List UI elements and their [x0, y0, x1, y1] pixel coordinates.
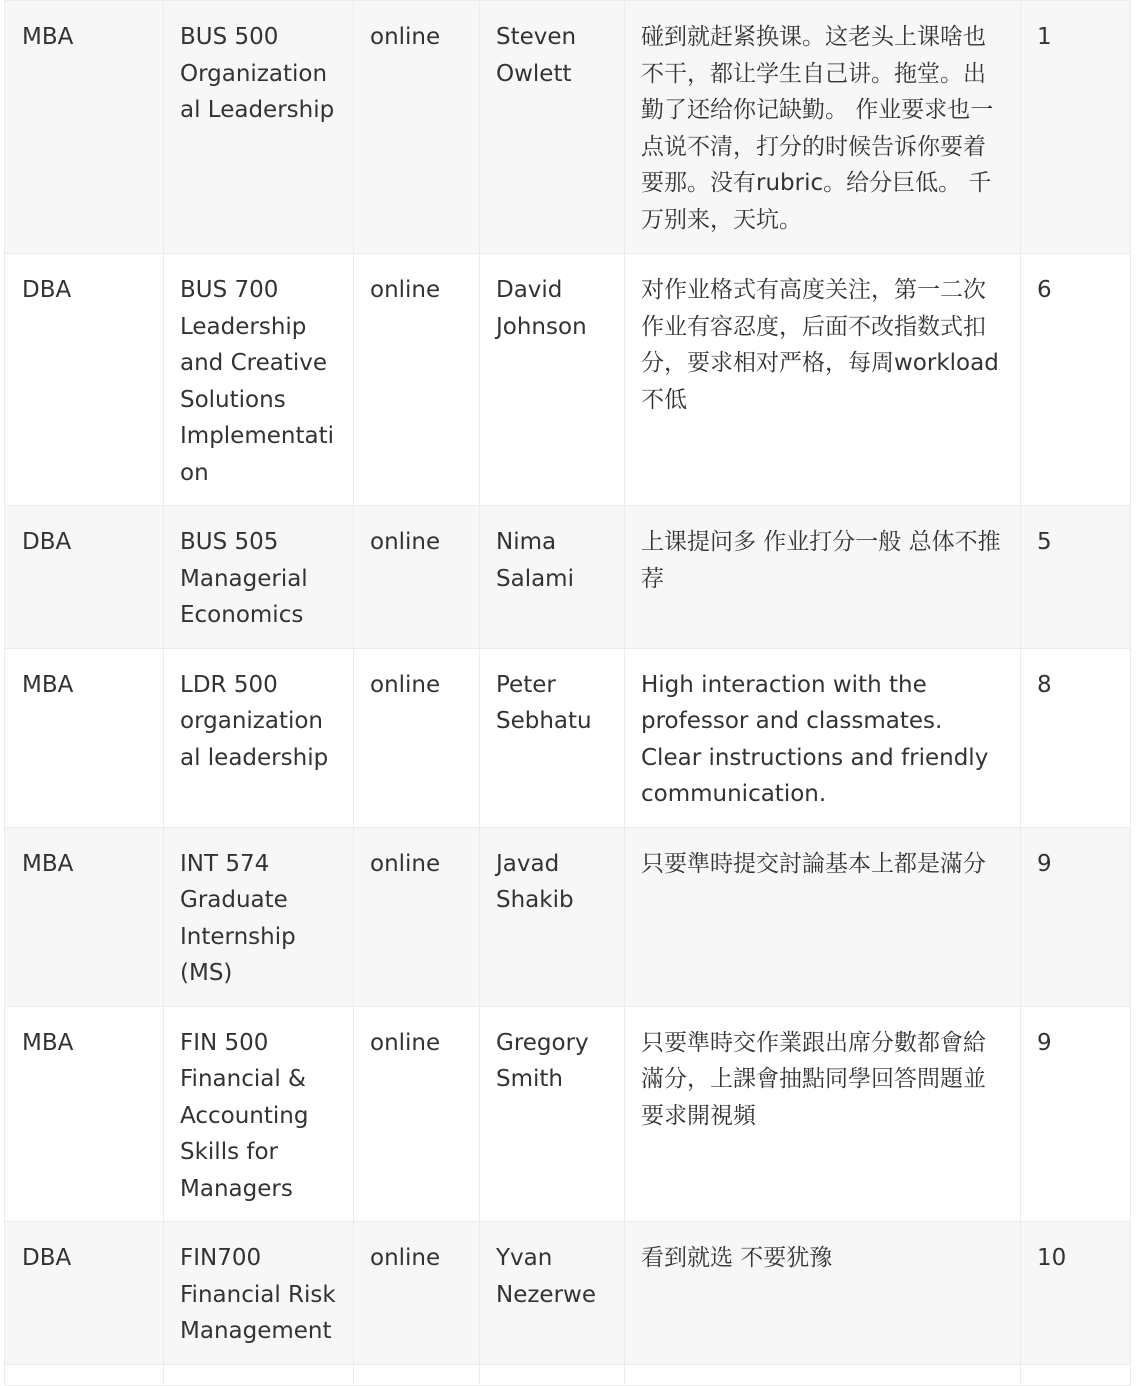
course-cell: BUS 700 Leadership and Creative Solutions Implementation	[164, 254, 354, 506]
score-cell: 9	[1021, 1006, 1131, 1222]
review-cell: 碰到就赶紧换课。这老头上课啥也不干，都让学生自己讲。拖堂。出勤了还给你记缺勤。 作业要求也一点说不清，打分的时候告诉你要着要那。没有rubric。给分巨低。 千万别来，天坑。	[625, 1, 1021, 254]
mode-cell: online	[354, 254, 480, 506]
mode-cell	[354, 1364, 480, 1385]
instructor-cell: Javad Shakib	[480, 827, 625, 1006]
table-row	[5, 254, 1131, 506]
degree-cell	[5, 1364, 164, 1385]
review-cell: High interaction with the professor and classmates. Clear instructions and friendly communication.	[625, 648, 1021, 827]
degree-cell: DBA	[5, 1222, 164, 1365]
review-cell	[625, 1364, 1021, 1385]
course-cell: LDR 500 organizational leadership	[164, 648, 354, 827]
instructor-cell: Peter Sebhatu	[480, 648, 625, 827]
instructor-cell: Nima Salami	[480, 506, 625, 649]
instructor-cell: David Johnson	[480, 254, 625, 506]
course-cell: INT 574 Graduate Internship (MS)	[164, 827, 354, 1006]
degree-cell: MBA	[5, 1, 164, 254]
score-cell: 10	[1021, 1222, 1131, 1365]
mode-cell: online	[354, 648, 480, 827]
instructor-cell: Yvan Nezerwe	[480, 1222, 625, 1365]
score-cell: 5	[1021, 506, 1131, 649]
score-cell	[1021, 1364, 1131, 1385]
review-cell: 上课提问多 作业打分一般 总体不推荐	[625, 506, 1021, 649]
table-row	[5, 827, 1131, 1006]
mode-cell: online	[354, 506, 480, 649]
course-review-table	[4, 0, 1131, 1386]
instructor-cell: Gregory Smith	[480, 1006, 625, 1222]
table-row	[5, 1, 1131, 254]
mode-cell: online	[354, 1222, 480, 1365]
degree-cell: MBA	[5, 827, 164, 1006]
table-row	[5, 506, 1131, 649]
mode-cell: online	[354, 1006, 480, 1222]
score-cell: 6	[1021, 254, 1131, 506]
table-row	[5, 1006, 1131, 1222]
review-cell: 只要準時交作業跟出席分數都會給滿分，上課會抽點同學回答問題並要求開視頻	[625, 1006, 1021, 1222]
review-cell: 只要準時提交討論基本上都是滿分	[625, 827, 1021, 1006]
degree-cell: MBA	[5, 648, 164, 827]
score-cell: 9	[1021, 827, 1131, 1006]
course-cell: BUS 500 Organizational Leadership	[164, 1, 354, 254]
course-cell: FIN 500 Financial & Accounting Skills for Managers	[164, 1006, 354, 1222]
mode-cell: online	[354, 827, 480, 1006]
course-cell: FIN700 Financial Risk Management	[164, 1222, 354, 1365]
review-cell: 看到就选 不要犹豫	[625, 1222, 1021, 1365]
score-cell: 8	[1021, 648, 1131, 827]
degree-cell: MBA	[5, 1006, 164, 1222]
instructor-cell: Steven Owlett	[480, 1, 625, 254]
table-row	[5, 1222, 1131, 1365]
course-cell	[164, 1364, 354, 1385]
instructor-cell	[480, 1364, 625, 1385]
degree-cell: DBA	[5, 506, 164, 649]
degree-cell: DBA	[5, 254, 164, 506]
table-row	[5, 1364, 1131, 1385]
review-cell: 对作业格式有高度关注，第一二次作业有容忍度，后面不改指数式扣分，要求相对严格，每周workload不低	[625, 254, 1021, 506]
course-cell: BUS 505 Managerial Economics	[164, 506, 354, 649]
table-row	[5, 648, 1131, 827]
mode-cell: online	[354, 1, 480, 254]
score-cell: 1	[1021, 1, 1131, 254]
